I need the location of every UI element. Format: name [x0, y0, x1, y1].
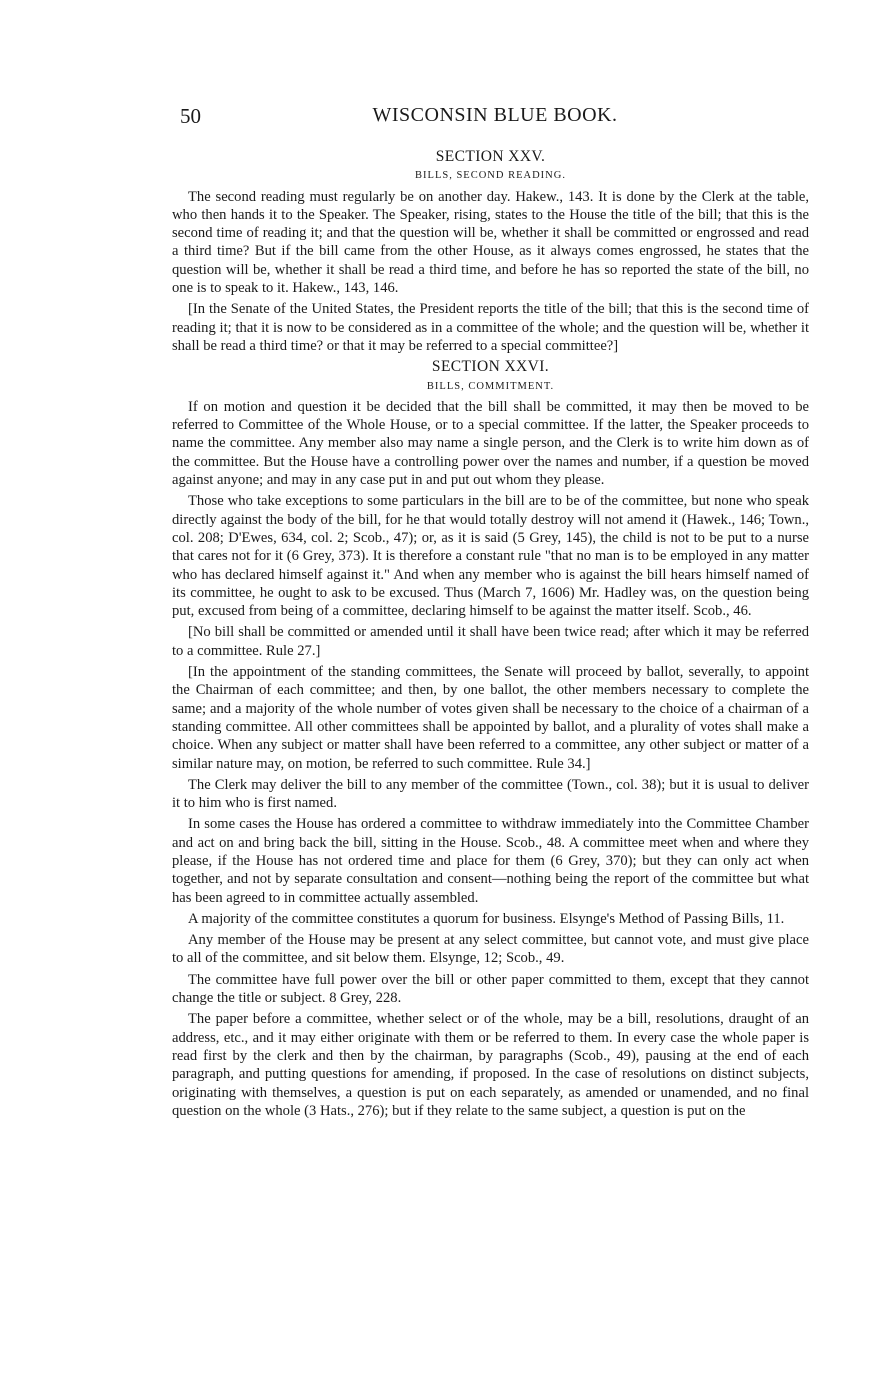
page-header	[180, 104, 810, 130]
paragraph: In some cases the House has ordered a committee to withdraw immediately into the Committee Chamber and act on and bring back the bill, sitting in the House. Scob., 48. A committee meet when and where they please, if the House has not ordered time and place for them (6 Grey, 370); but they can only act when together, and not by separate consultation and consent—nothing being the report of the committee but what has been agreed to in committee actually assembled.	[172, 816, 809, 906]
paragraph: [In the Senate of the United States, the President reports the title of the bill; that this is the second time of reading it; that it is now to be considered as in a committee of the whole; and the question will be, whether it shall be read a third time? or that it may be referred to a special committee?]	[172, 301, 809, 354]
section-title: SECTION XXV.	[435, 148, 546, 165]
paragraph: Any member of the House may be present at any select committee, but cannot vote, and must give place to all of the committee, and sit below them. Elsynge, 12; Scob., 49.	[172, 932, 809, 967]
paragraph: The second reading must regularly be on another day. Hakew., 143. It is done by the Clerk at the table, who then hands it to the Speaker. The Speaker, rising, states to the House the title of the bill; that this is the second time of reading it; and that the question will be, whether it shall be committed or engrossed and read a third time? But if the bill came from the other House, as it always comes engrossed, he states that the question will be, whether it shall be read a third time, and before he has so reported the state of the bill, no one is to speak to it. Hakew., 143, 146.	[172, 188, 809, 297]
section-subtitle: BILLS, COMMITMENT.	[426, 380, 555, 392]
paragraph: The paper before a committee, whether select or of the whole, may be a bill, resolutions, draught of an address, etc., and it may either originate with them or be referred to them. In every case the whole paper is read first by the clerk and then by the chairman, by paragraphs (Scob., 49), pausing at the end of each paragraph, and putting questions for amending, if proposed. In the case of resolutions on distinct subjects, originating with themselves, a question is put on each separately, as amended or unamended, and no final question on the whole (3 Hats., 276); but if they relate to the same subject, a question is put on the	[172, 1011, 809, 1119]
section-subtitle: BILLS, SECOND READING.	[415, 170, 566, 182]
page-number: 50	[180, 104, 201, 128]
paragraph: Those who take exceptions to some particulars in the bill are to be of the committee, but none who speak directly against the body of the bill, for he that would totally destroy will not amend it (Hawek., 146; Town., col. 208; D'Ewes, 634, col. 2; Scob., 47); or, as it is said (5 Grey, 145), the child is not to be put to a nurse that cares not for it (6 Grey, 373). It is therefore a constant rule "that no man is to be employed in any matter who has declared himself against it." And when any member who is against the bill hears himself named of its committee, he ought to ask to be excused. Thus (March 7, 1606) Mr. Hadley was, on the question being put, excused from being of a committee, declaring himself to be against the matter itself. Scob., 46.	[172, 493, 809, 620]
section-title: SECTION XXVI.	[431, 358, 550, 376]
paragraph: The committee have full power over the bill or other paper committed to them, except that they cannot change the title or subject. 8 Grey, 228.	[172, 971, 809, 1007]
paragraph: If on motion and question it be decided that the bill shall be committed, it may then be moved to be referred to Committee of the Whole House, or to a special committee. If the latter, the Speaker proceeds to name the committee. Any member also may name a single person, and the Clerk is to write him down as of the committee. But the House have a controlling power over the names and number, if a question be moved against anyone; and may in any case put in and put out whom they please.	[172, 398, 809, 489]
running-title: WISCONSIN BLUE BOOK.	[372, 104, 618, 126]
paragraph: [In the appointment of the standing committees, the Senate will proceed by ballot, severally, to appoint the Chairman of each committee; and then, by one ballot, the other members necessary to complete the same; and a majority of the whole number of votes given shall be necessary to the choice of a chairman of a standing committee. All other committees shall be appointed by ballot, and a plurality of votes shall make a choice. When any subject or matter shall have been referred to a committee, any other subject or matter of a similar nature may, on motion, be referred to such committee. Rule 34.]	[172, 664, 809, 772]
paragraph: [No bill shall be committed or amended until it shall have been twice read; after which it may be referred to a committee. Rule 27.]	[172, 624, 809, 659]
paragraph: The Clerk may deliver the bill to any member of the committee (Town., col. 38); but it is usual to deliver it to him who is first named.	[172, 776, 809, 812]
paragraph: A majority of the committee constitutes a quorum for business. Elsynge's Method of Passing Bills, 11.	[188, 910, 785, 927]
page-body	[172, 148, 809, 1123]
